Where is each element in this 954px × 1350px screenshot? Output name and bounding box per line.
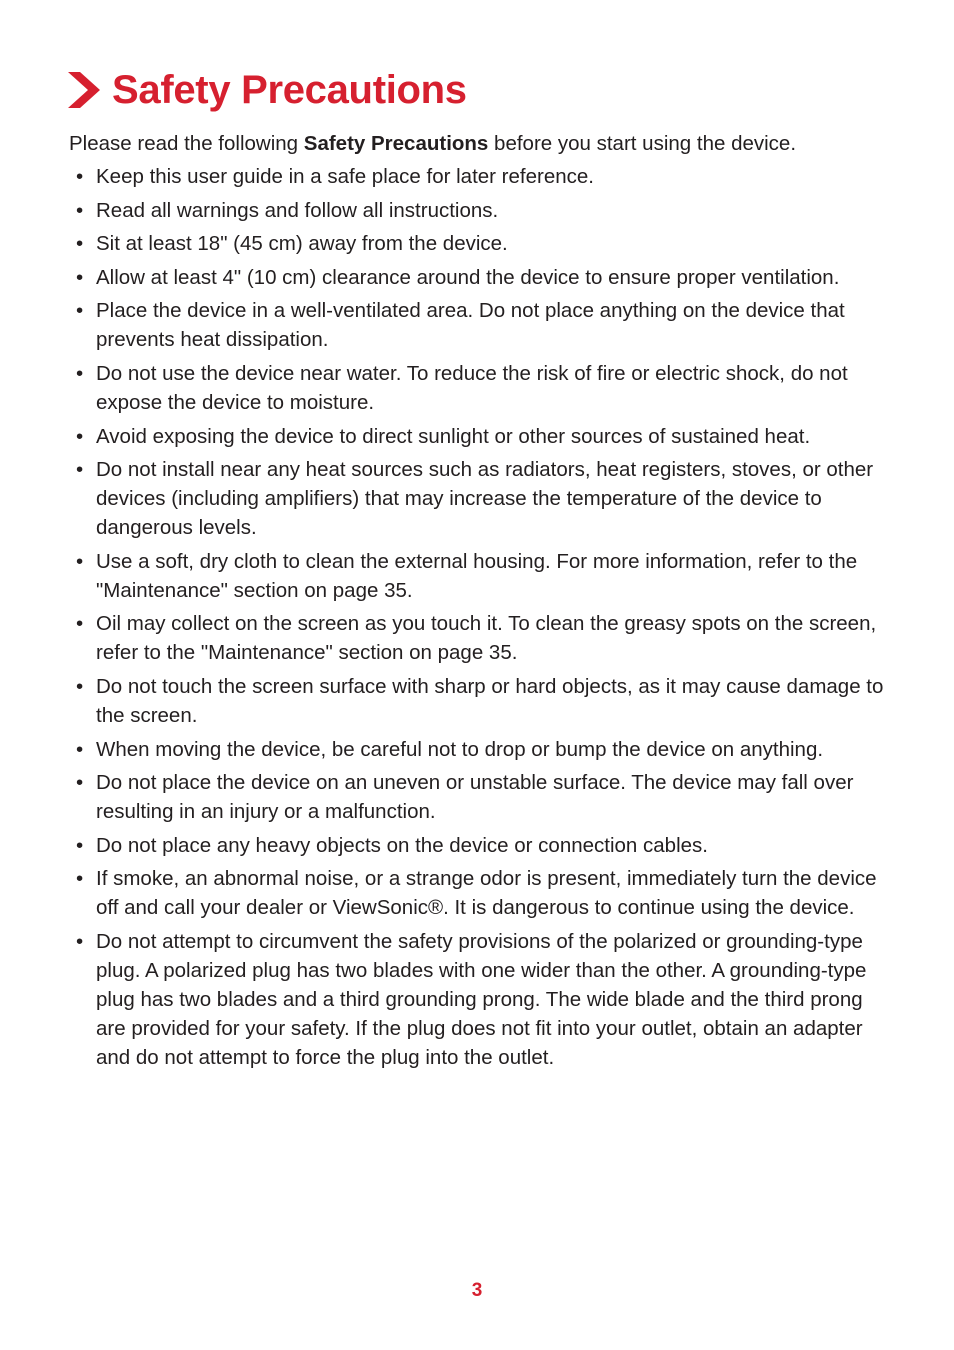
list-item: [69, 864, 889, 922]
list-item: [69, 296, 889, 354]
list-item: [69, 196, 889, 225]
list-item-text: Do not touch the screen surface with sharp or hard objects, as it may cause damage to the screen.: [96, 674, 884, 727]
list-item: [69, 927, 889, 1072]
page-title: Safety Precautions: [112, 68, 467, 112]
intro-text-before: Please read the following: [69, 132, 304, 155]
section-heading: [66, 62, 467, 118]
bullet-icon: •: [76, 232, 84, 256]
list-item-text: Do not place the device on an uneven or unstable surface. The device may fall over resulting in an injury or a malfunction.: [96, 771, 854, 824]
list-item-text: Keep this user guide in a safe place for later reference.: [96, 165, 594, 188]
list-item-text: If smoke, an abnormal noise, or a strange odor is present, immediately turn the device off and call your dealer or ViewSonic®. It is dangerous to continue using the device.: [96, 867, 877, 920]
list-item: [69, 735, 889, 764]
bullet-icon: •: [76, 549, 84, 573]
bullet-icon: •: [76, 737, 84, 761]
bullet-icon: •: [76, 265, 84, 289]
bullet-icon: •: [76, 833, 84, 857]
list-item: [69, 768, 889, 826]
bullet-icon: •: [76, 198, 84, 222]
list-item-text: Read all warnings and follow all instructions.: [96, 198, 499, 222]
bullet-icon: •: [76, 424, 84, 448]
list-item-text: Do not place any heavy objects on the device or connection cables.: [96, 833, 708, 857]
list-item: [69, 422, 889, 451]
list-item-text: Do not attempt to circumvent the safety provisions of the polarized or grounding-type plug. A polarized plug has two blades with one wider than the other. A grounding-type plug has two blades and a third grounding prong. The wide blade and the third prong are provided for your safety. If the plug does not fit into your outlet, obtain an adapter and do not attempt to force the plug into the outlet.: [96, 929, 867, 1069]
list-item: [69, 609, 889, 667]
precautions-list: [69, 162, 889, 1077]
list-item-text: Oil may collect on the screen as you touch it. To clean the greasy spots on the screen, refer to the "Maintenance" section on page 35.: [96, 612, 877, 665]
list-item: [69, 229, 889, 258]
bullet-icon: •: [76, 458, 84, 482]
bullet-icon: •: [76, 165, 84, 188]
intro-paragraph: [69, 129, 899, 158]
list-item: [69, 263, 889, 292]
list-item: [69, 359, 889, 417]
list-item-text: Allow at least 4" (10 cm) clearance around the device to ensure proper ventilation.: [96, 265, 840, 289]
list-item: [69, 831, 889, 860]
chevron-right-icon: [66, 70, 102, 110]
bullet-icon: •: [76, 929, 84, 953]
intro-text-bold: Safety Precautions: [303, 132, 489, 155]
list-item-text: Sit at least 18" (45 cm) away from the device.: [96, 232, 508, 256]
bullet-icon: •: [76, 771, 84, 795]
bullet-icon: •: [76, 867, 84, 891]
list-item: [69, 547, 889, 605]
list-item-text: Do not use the device near water. To reduce the risk of fire or electric shock, do not expose the device to moisture.: [96, 361, 848, 414]
list-item-text: When moving the device, be careful not to drop or bump the device on anything.: [96, 737, 824, 761]
list-item: [69, 455, 889, 542]
bullet-icon: •: [76, 612, 84, 636]
bullet-icon: •: [76, 674, 84, 698]
page-number: 3: [471, 1280, 483, 1301]
list-item: [69, 162, 889, 191]
intro-text-after: before you start using the device.: [488, 132, 797, 155]
list-item: [69, 672, 889, 730]
list-item-text: Place the device in a well-ventilated area. Do not place anything on the device that prevents heat dissipation.: [96, 299, 845, 352]
list-item-text: Avoid exposing the device to direct sunlight or other sources of sustained heat.: [96, 424, 811, 448]
bullet-icon: •: [76, 299, 84, 323]
bullet-icon: •: [76, 361, 84, 385]
list-item-text: Use a soft, dry cloth to clean the external housing. For more information, refer to the "Maintenance" section on page 35.: [96, 549, 858, 602]
list-item-text: Do not install near any heat sources such as radiators, heat registers, stoves, or other devices (including amplifiers) that may increase the temperature of the device to dangerous levels.: [96, 458, 874, 540]
